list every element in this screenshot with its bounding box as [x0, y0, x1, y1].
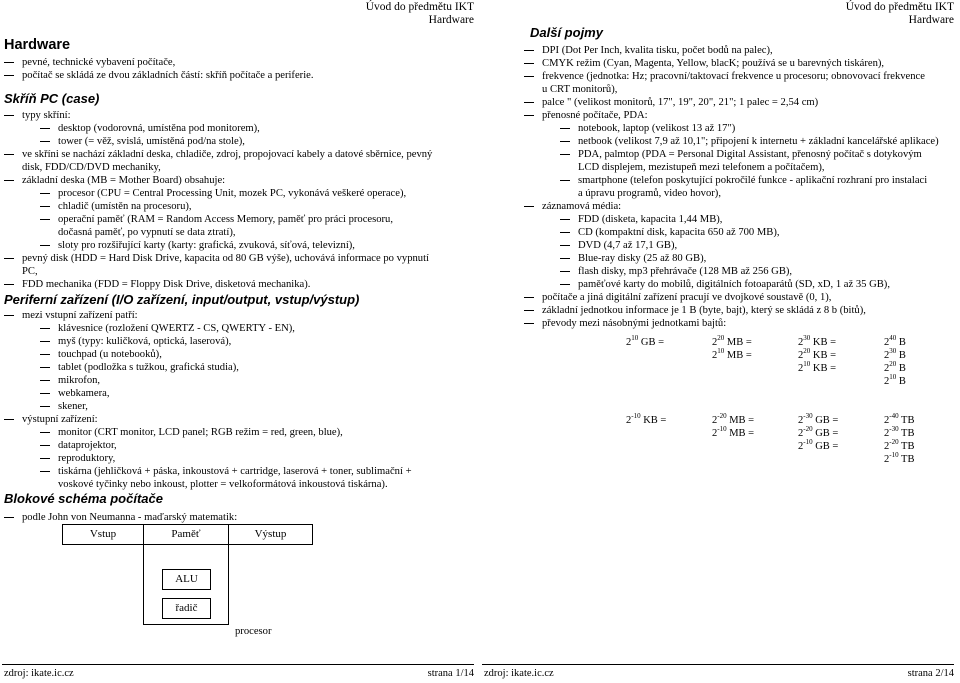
- list-item: monitor (CRT monitor, LCD panel; RGB režim = red, green, blue),: [58, 426, 343, 439]
- list-item: FDD mechanika (FDD = Floppy Disk Drive, disketová mechanika).: [22, 278, 310, 291]
- power-term: $2^{20}$ MB =: [712, 334, 752, 348]
- list-item: převody mezi násobnými jednotkami bajtů:: [542, 317, 726, 330]
- list-item: voskové tyčinky nebo inkoust, plotter = velkoformátová inkoustová tiskárna).: [58, 479, 388, 490]
- power-term: $2^{-10}$ KB =: [626, 412, 667, 426]
- list-item: operační paměť (RAM = Random Access Memory, paměť pro práci procesoru,: [58, 213, 393, 226]
- list-item: záznamová média:: [542, 200, 621, 213]
- power-term: $2^{10}$ GB =: [626, 334, 665, 348]
- list-item: dataprojektor,: [58, 439, 117, 452]
- list-item: mikrofon,: [58, 374, 100, 387]
- section-heading-case: Skříň PC (case): [4, 91, 100, 106]
- list-item: smartphone (telefon poskytující pokročilé funkce - aplikační rozhraní pro instalaci: [578, 174, 927, 187]
- section-heading-peripherals: Periferní zařízení (I/O zařízení, input/output, vstup/výstup): [4, 292, 360, 307]
- list-item: disk, FDD/CD/DVD mechaniky,: [22, 162, 161, 173]
- section-heading-block-diagram: Blokové schéma počítače: [4, 491, 163, 506]
- power-term: $2^{-40}$ TB: [884, 412, 915, 426]
- page-title: Další pojmy: [530, 25, 603, 40]
- power-term: $2^{30}$ B: [884, 347, 906, 361]
- list-item: dočasná paměť, po vypnutí se data ztratí),: [58, 227, 236, 238]
- power-term: $2^{-10}$ MB =: [712, 425, 755, 439]
- list-item: klávesnice (rozložení QWERTZ - CS, QWERTY - EN),: [58, 322, 295, 335]
- list-item: desktop (vodorovná, umístěna pod monitorem),: [58, 122, 260, 135]
- list-item: CMYK režim (Cyan, Magenta, Yellow, blacK; používá se u barevných tiskáren),: [542, 57, 884, 70]
- list-item: notebook, laptop (velikost 13 až 17"): [578, 122, 735, 135]
- list-item: tiskárna (jehličková + páska, inkoustová + cartridge, laserová + toner, sublimační +: [58, 465, 412, 478]
- power-term: $2^{-30}$ GB =: [798, 412, 839, 426]
- header-course: Úvod do předmětu IKT: [365, 1, 474, 13]
- header-topic: Hardware: [908, 14, 954, 26]
- output-block: Výstup: [254, 528, 287, 540]
- power-term: $2^{10}$ KB =: [798, 360, 837, 374]
- header-topic: Hardware: [428, 14, 474, 26]
- input-block: Vstup: [89, 528, 117, 540]
- list-item: podle John von Neumanna - maďarský matematik:: [22, 511, 237, 524]
- list-item: tablet (podložka s tužkou, grafická studia),: [58, 361, 239, 374]
- list-item: Blue-ray disky (25 až 80 GB),: [578, 252, 706, 265]
- list-item: DPI (Dot Per Inch, kvalita tisku, počet bodů na palec),: [542, 44, 773, 57]
- power-term: $2^{10}$ MB =: [712, 347, 752, 361]
- list-item: CD (kompaktní disk, kapacita 650 až 700 MB),: [578, 226, 780, 239]
- power-term: $2^{10}$ B: [884, 373, 906, 387]
- list-item: počítače a jiná digitální zařízení pracují ve dvojkové soustavě (0, 1),: [542, 291, 831, 304]
- bullet-item: počítač se skládá ze dvou základních částí: skříň počítače a periferie.: [22, 69, 314, 82]
- list-item: flash disky, mp3 přehrávače (128 MB až 256 GB),: [578, 265, 792, 278]
- list-item: procesor (CPU = Central Processing Unit, mozek PC, vykonává veškeré operace),: [58, 187, 406, 200]
- list-item: chladič (umístěn na procesoru),: [58, 200, 192, 213]
- bullet-item: pevné, technické vybavení počítače,: [22, 56, 175, 69]
- list-item: paměťové karty do mobilů, digitálních fotoaparátů (SD, xD, 1 až 35 GB),: [578, 278, 890, 291]
- power-term: $2^{-20}$ MB =: [712, 412, 755, 426]
- list-item: pevný disk (HDD = Hard Disk Drive, kapacita od 80 GB výše), uchovává informace po vypnutí: [22, 252, 429, 265]
- list-item: výstupní zařízení:: [22, 413, 98, 426]
- list-item: a úpravu programů, video hovor),: [578, 188, 721, 199]
- footer-rule: [482, 664, 954, 665]
- footer-page-number: strana 2/14: [907, 668, 954, 679]
- control-unit-block: řadič: [175, 602, 198, 614]
- power-term: $2^{40}$ B: [884, 334, 906, 348]
- list-item: základní jednotkou informace je 1 B (byte, bajt), který se skládá z 8 b (bitů),: [542, 304, 866, 317]
- processor-label: procesor: [235, 626, 272, 637]
- list-item: tower (= věž, svislá, umístěná pod/na stole),: [58, 135, 245, 148]
- list-item: webkamera,: [58, 387, 109, 400]
- page-header: [846, 1, 954, 27]
- power-term: $2^{-30}$ TB: [884, 425, 915, 439]
- header-course: Úvod do předmětu IKT: [845, 1, 954, 13]
- memory-block: Paměť: [171, 528, 201, 540]
- list-item: palce " (velikost monitorů, 17", 19", 20", 21"; 1 palec = 2,54 cm): [542, 96, 818, 109]
- footer-source: zdroj: ikate.ic.cz: [484, 668, 554, 679]
- power-term: $2^{-20}$ GB =: [798, 425, 839, 439]
- footer-rule: [2, 664, 474, 665]
- alu-block: ALU: [175, 573, 198, 585]
- list-item: touchpad (u notebooků),: [58, 348, 162, 361]
- page-2: [480, 0, 960, 683]
- list-item: mezi vstupní zařízení patří:: [22, 309, 138, 322]
- list-item: přenosné počítače, PDA:: [542, 109, 648, 122]
- list-item: FDD (disketa, kapacita 1,44 MB),: [578, 213, 722, 226]
- list-item: sloty pro rozšiřující karty (karty: grafická, zvuková, síťová, televizní),: [58, 239, 355, 252]
- list-item: LCD displejem, mezistupeň mezi telefonem a počítačem),: [578, 162, 825, 173]
- list-item: PDA, palmtop (PDA = Personal Digital Assistant, přenosný počítač s dotykovým: [578, 148, 922, 161]
- list-item: ve skříni se nachází základní deska, chladiče, zdroj, propojovací kabely a datové sběrnice, pevný: [22, 148, 432, 161]
- list-item: skener,: [58, 400, 88, 413]
- list-item: PC,: [22, 266, 38, 277]
- footer-source: zdroj: ikate.ic.cz: [4, 668, 74, 679]
- power-term: $2^{30}$ KB =: [798, 334, 837, 348]
- footer-page-number: strana 1/14: [427, 668, 474, 679]
- list-item: frekvence (jednotka: Hz; pracovní/taktovací frekvence u procesoru; obnovovací frekvence: [542, 70, 925, 83]
- list-item: myš (typy: kuličková, optická, laserová),: [58, 335, 231, 348]
- list-item: reproduktory,: [58, 452, 115, 465]
- list-item: základní deska (MB = Mother Board) obsahuje:: [22, 174, 225, 187]
- power-term: $2^{-10}$ TB: [884, 451, 915, 465]
- list-item: typy skříní:: [22, 109, 71, 122]
- list-item: u CRT monitorů),: [542, 84, 618, 95]
- power-term: $2^{-10}$ GB =: [798, 438, 839, 452]
- list-item: DVD (4,7 až 17,1 GB),: [578, 239, 677, 252]
- page-title: Hardware: [4, 37, 71, 53]
- power-term: $2^{20}$ B: [884, 360, 906, 374]
- list-item: netbook (velikost 7,9 až 10,1"; připojení k internetu + základní kancelářské aplikace): [578, 135, 939, 148]
- power-term: $2^{20}$ KB =: [798, 347, 837, 361]
- power-term: $2^{-20}$ TB: [884, 438, 915, 452]
